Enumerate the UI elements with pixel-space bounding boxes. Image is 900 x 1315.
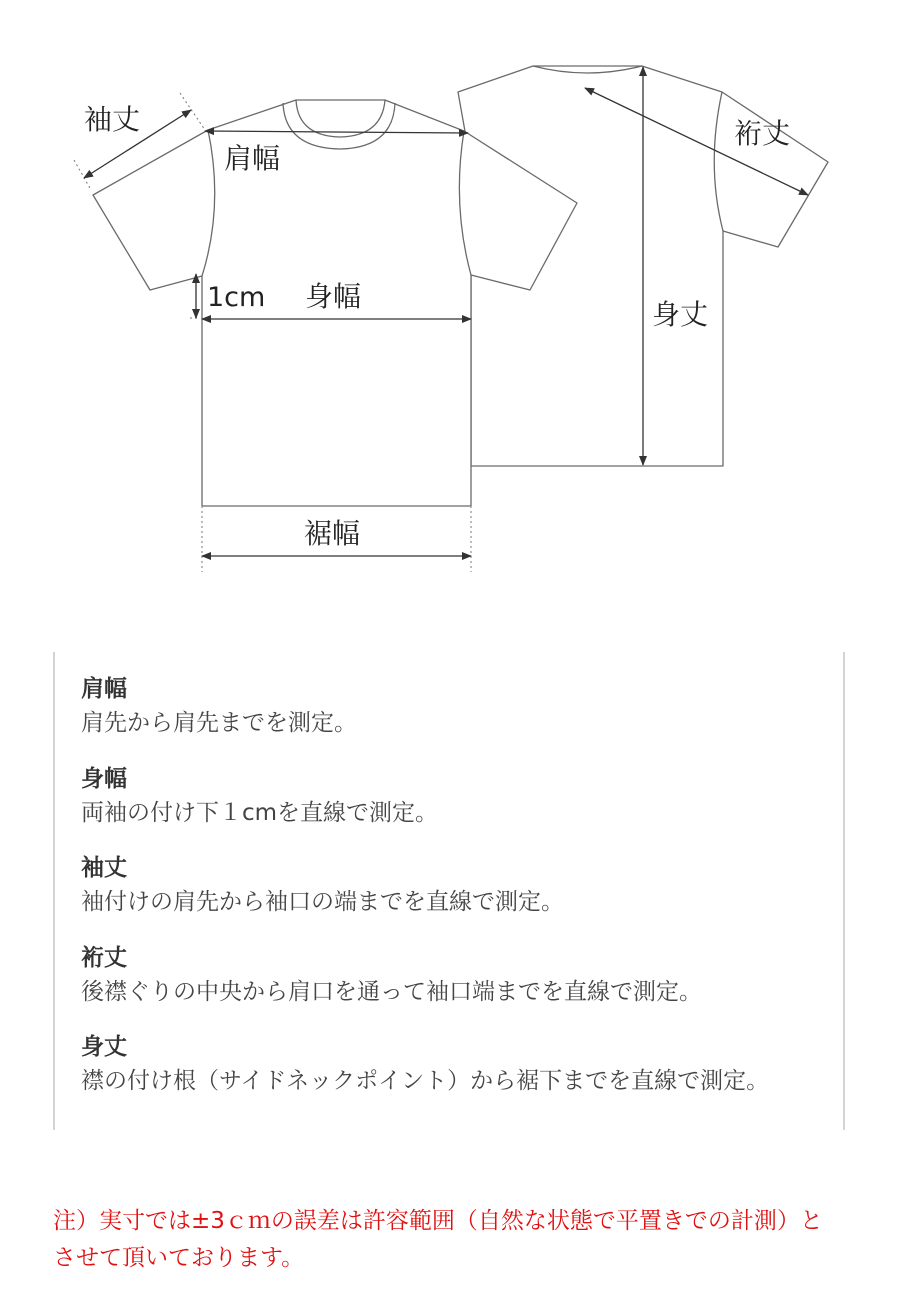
shoulder-width-label: 肩幅 [224,142,281,175]
description-item-raglan-sleeve [81,943,821,1008]
description-item-sleeve-length [81,853,821,918]
description-text: 襟の付け根（サイドネックポイント）から裾下までを直線で測定。 [81,1068,770,1094]
description-term: 肩幅 [81,676,127,702]
one-cm-label: 1cm [207,282,266,313]
sleeve-length-label: 袖丈 [84,103,141,136]
description-term: 裄丈 [81,945,127,971]
description-text: 後襟ぐりの中央から肩口を通って袖口端までを直線で測定。 [81,979,702,1005]
description-item-body-length [81,1032,821,1097]
description-term: 身幅 [81,766,127,792]
raglan-sleeve-label: 裄丈 [734,117,791,150]
measurement-tolerance-note: 注）実寸では±3ｃｍの誤差は許容範囲（自然な状態で平置きでの計測）とさせて頂いております。 [53,1208,823,1271]
body-width-label: 身幅 [305,280,362,313]
body-length-label: 身丈 [652,298,709,331]
description-text: 肩先から肩先までを測定。 [81,710,357,736]
description-text: 袖付けの肩先から袖口の端までを直線で測定。 [81,889,564,915]
size-diagram [0,0,900,600]
description-term: 袖丈 [81,855,127,881]
description-item-body-width [81,764,821,829]
description-term: 身丈 [81,1034,127,1060]
description-text: 両袖の付け下１cmを直線で測定。 [81,800,439,826]
measurement-descriptions [53,652,845,1130]
description-item-shoulder-width [81,674,821,739]
hem-width-label: 裾幅 [304,517,361,550]
